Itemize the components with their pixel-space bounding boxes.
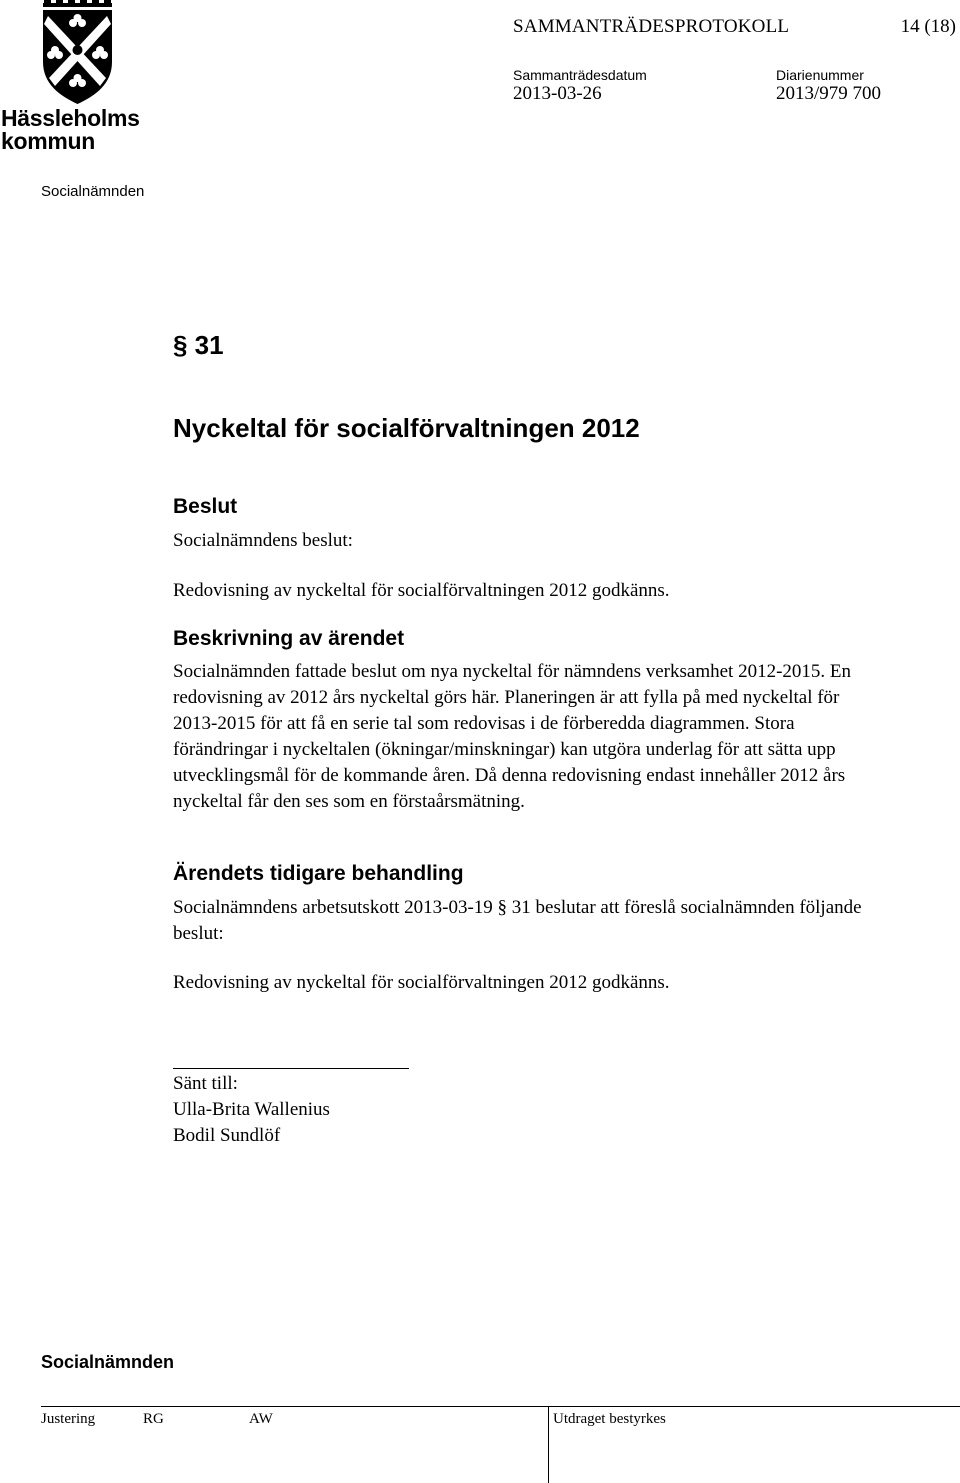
diary-number-value: 2013/979 700 [776, 83, 882, 104]
logo-wordmark [1, 107, 161, 153]
recipient: Ulla-Brita Wallenius [173, 1099, 330, 1120]
logo-line-1: Hässleholms [1, 105, 140, 131]
diary-number-label: Diarienummer [776, 67, 864, 83]
prior-handling-line: beslut: [173, 923, 224, 944]
meeting-date-label: Sammanträdesdatum [513, 67, 647, 83]
prior-handling-heading: Ärendets tidigare behandling [173, 862, 464, 885]
logo-line-2: kommun [1, 128, 96, 154]
footer-column-divider [548, 1406, 549, 1483]
description-heading: Beskrivning av ärendet [173, 627, 405, 650]
prior-decision-text: Redovisning av nyckeltal för socialförvaltningen 2012 godkänns. [173, 972, 670, 993]
extract-certified-label: Utdraget bestyrkes [553, 1411, 666, 1427]
justering-label: Justering [41, 1411, 96, 1427]
decision-text: Redovisning av nyckeltal för socialförvaltningen 2012 godkänns. [173, 580, 670, 601]
document-type: SAMMANTRÄDESPROTOKOLL [513, 16, 790, 37]
prior-handling-text [173, 895, 943, 947]
decision-heading: Beslut [173, 495, 238, 518]
recipient: Bodil Sundlöf [173, 1125, 281, 1146]
description-line: nyckeltal får den ses som en förstaårsmätning. [173, 791, 525, 812]
department-name: Socialnämnden [41, 183, 145, 200]
sent-to-label: Sänt till: [173, 1073, 238, 1094]
justering-initials-1: RG [143, 1411, 164, 1427]
description-text [173, 659, 943, 815]
description-line: 2013-2015 för att få en serie tal som redovisas i de förberedda diagrammen. Stora [173, 713, 795, 734]
description-line: redovisning av 2012 års nyckeltal görs här. Planeringen är att fylla på med nyckeltal för [173, 687, 840, 708]
paragraph-number: § 31 [173, 330, 224, 360]
decision-intro: Socialnämndens beslut: [173, 530, 353, 551]
municipality-logo [0, 0, 160, 160]
footer-department: Socialnämnden [41, 1352, 175, 1372]
page-number: 14 (18) [900, 16, 956, 37]
case-title: Nyckeltal för socialförvaltningen 2012 [173, 413, 640, 443]
coat-of-arms-icon [40, 0, 115, 104]
justering-initials-2: AW [249, 1411, 273, 1427]
separator-line [173, 1068, 409, 1069]
meeting-date-value: 2013-03-26 [513, 83, 602, 104]
description-line: förändringar i nyckeltalen (ökningar/minskningar) kan utgöra underlag för att sätta upp [173, 739, 836, 760]
distribution-list [173, 1071, 943, 1149]
description-line: Socialnämnden fattade beslut om nya nyckeltal för nämndens verksamhet 2012-2015. En [173, 661, 852, 682]
description-line: utvecklingsmål för de kommande åren. Då denna redovisning endast innehåller 2012 års [173, 765, 846, 786]
footer-divider [41, 1406, 960, 1407]
prior-handling-line: Socialnämndens arbetsutskott 2013-03-19 § 31 beslutar att föreslå socialnämnden följande [173, 897, 862, 918]
